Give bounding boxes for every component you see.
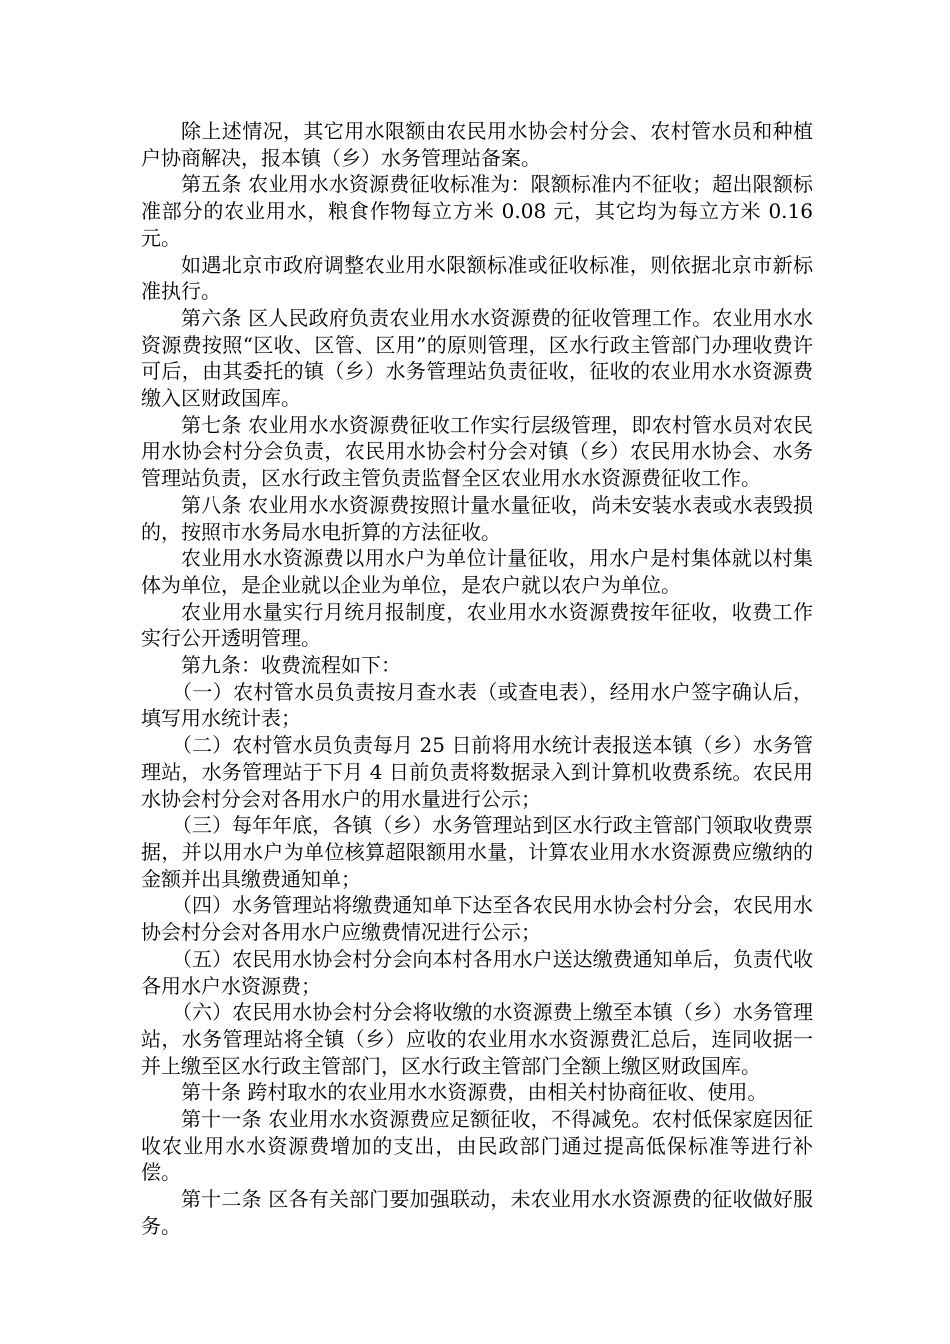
article-9: 第九条：收费流程如下： bbox=[181, 653, 401, 678]
paragraph-monthly-report: 农业用水量实行月统月报制度，农业用水水资源费按年征收，收费工作实行公开透明管理。 bbox=[141, 599, 813, 651]
article-10: 第十条 跨村取水的农业用水水资源费，由相关村协商征收、使用。 bbox=[181, 1080, 768, 1105]
paragraph-beijing-adjustment: 如遇北京市政府调整农业用水限额标准或征收标准，则依据北京市新标准执行。 bbox=[141, 252, 813, 304]
procedure-step-4: （四）水务管理站将缴费通知单下达至各农民用水协会村分会，农民用水协会村分会对各用水户应缴费情况进行公示； bbox=[141, 893, 813, 945]
procedure-step-3: （三）每年年底，各镇（乡）水务管理站到区水行政主管部门领取收费票据，并以用水户为单位核算超限额用水量，计算农业用水水资源费应缴纳的金额并出具缴费通知单； bbox=[141, 813, 813, 891]
article-6: 第六条 区人民政府负责农业用水水资源费的征收管理工作。农业用水水资源费按照“区收、区管、区用”的原则管理，区水行政主管部门办理收费许可后，由其委托的镇（乡）水务管理站负责征收，征收的农业用水水资源费缴入区财政国库。 bbox=[141, 305, 813, 411]
article-8: 第八条 农业用水水资源费按照计量水量征收，尚未安装水表或水表毁损的，按照市水务局水电折算的方法征收。 bbox=[141, 492, 813, 544]
article-7: 第七条 农业用水水资源费征收工作实行层级管理，即农村管水员对农民用水协会村分会负责，农民用水协会村分会对镇（乡）农民用水协会、水务管理站负责，区水行政主管负责监督全区农业用水水资源费征收工作。 bbox=[141, 412, 813, 491]
paragraph-exceptions: 除上述情况，其它用水限额由农民用水协会村分会、农村管水员和种植户协商解决，报本镇（乡）水务管理站备案。 bbox=[141, 119, 813, 170]
document-body bbox=[141, 118, 813, 1240]
procedure-step-6: （六）农民用水协会村分会将收缴的水资源费上缴至本镇（乡）水务管理站，水务管理站将全镇（乡）应收的农业用水水资源费汇总后，连同收据一并上缴至区水行政主管部门，区水行政主管部门全额上缴区财政国库。 bbox=[141, 1000, 813, 1078]
paragraph-metering-unit: 农业用水水资源费以用水户为单位计量征收，用水户是村集体就以村集体为单位，是企业就以企业为单位，是农户就以农户为单位。 bbox=[141, 546, 813, 597]
procedure-step-2: （二）农村管水员负责每月 25 日前将用水统计表报送本镇（乡）水务管理站，水务管理站于下月 4 日前负责将数据录入到计算机收费系统。农民用水协会村分会对各用水户的用水量进行公示； bbox=[141, 733, 813, 811]
article-5: 第五条 农业用水水资源费征收标准为：限额标准内不征收；超出限额标准部分的农业用水，粮食作物每立方米 0.08 元，其它均为每立方米 0.16 元。 bbox=[141, 172, 813, 250]
article-12: 第十二条 区各有关部门要加强联动，未农业用水水资源费的征收做好服务。 bbox=[141, 1187, 813, 1238]
procedure-step-1: （一）农村管水员负责按月查水表（或查电表），经用水户签字确认后，填写用水统计表； bbox=[141, 679, 813, 731]
article-11: 第十一条 农业用水水资源费应足额征收，不得减免。农村低保家庭因征收农业用水水资源费增加的支出，由民政部门通过提高低保标准等进行补偿。 bbox=[141, 1107, 813, 1185]
procedure-step-5: （五）农民用水协会村分会向本村各用水户送达缴费通知单后，负责代收各用水户水资源费； bbox=[141, 946, 813, 998]
